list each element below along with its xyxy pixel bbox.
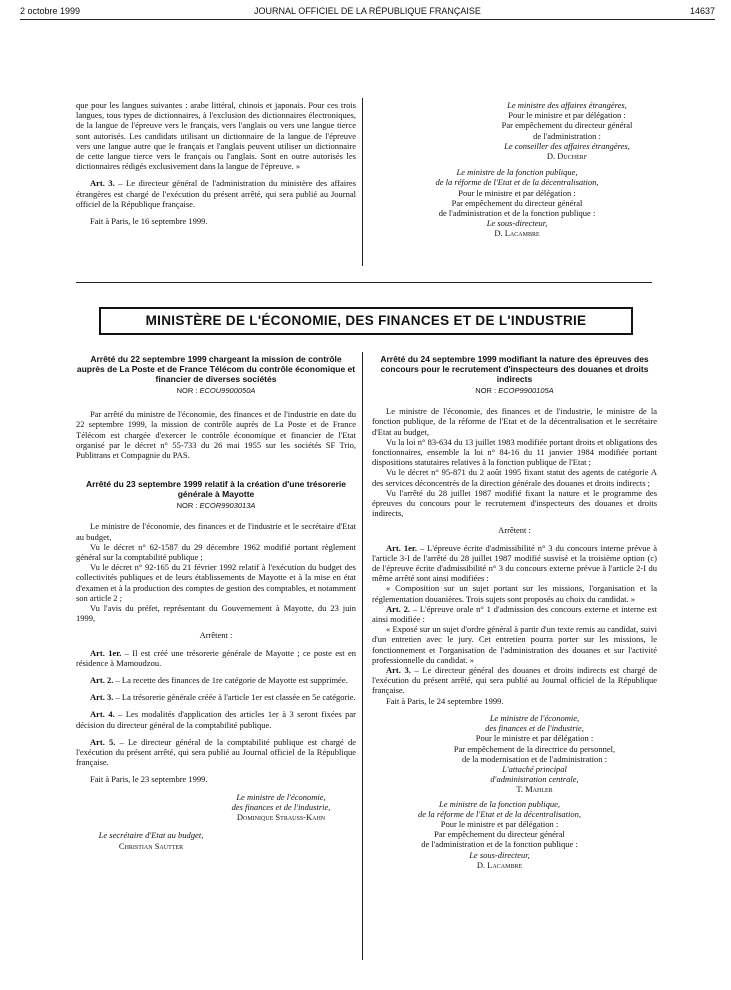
article: Art. 3. – La trésorerie générale créée à l'article 1er est classée en 5e catégorie.	[90, 692, 356, 703]
left-column	[76, 354, 356, 851]
signature-line: L'attaché principal	[502, 763, 567, 774]
signature-line: Le secrétaire d'Etat au budget,	[98, 830, 204, 841]
signature-line: Le ministre de la fonction publique,	[456, 167, 578, 178]
nor-reference: NOR : ECOU9900050A	[176, 386, 256, 395]
arretent: Arrêtent :	[199, 630, 233, 641]
paragraph: Vu le décret n° 95-871 du 2 août 1995 fixant statut des agents de catégorie A des services déconcentrés de la direction générale des douanes et droits indirects ;	[372, 467, 657, 488]
top-left-column	[76, 100, 356, 226]
paragraph: Vu le décret n° 62-1587 du 29 décembre 1962 modifié portant règlement général sur la comptabilité publique ;	[76, 541, 356, 563]
signature-block	[412, 713, 657, 795]
column-divider-main	[362, 352, 363, 960]
quoted-text: « Composition sur un sujet portant sur les missions, l'organisation et la réglementation douanières. Trois sujets sont proposés au choix du candidat. »	[372, 583, 657, 604]
signature-line: Pour le ministre et par délégation :	[440, 818, 559, 829]
decree-title: Arrêté du 23 septembre 1999 relatif à la création d'une trésorerie générale à Mayotte	[86, 479, 346, 500]
nor-reference: NOR : ECOP9900105A	[475, 386, 554, 395]
fait-a-paris: Fait à Paris, le 23 septembre 1999.	[90, 774, 208, 785]
signature-line: de la modernisation et de l'administration :	[461, 753, 608, 764]
signatory-name: D. Lacambre	[476, 859, 523, 870]
paragraph: Vu l'arrêté du 28 juillet 1987 modifié fixant la nature et le programme des épreuves du concours pour le recrutement d'inspecteurs des douanes et droits indirects,	[372, 487, 657, 519]
signature-line: Par empêchement de la directrice du personnel,	[453, 743, 616, 754]
article: Art. 1er. – L'épreuve écrite d'admissibilité n° 3 du concours interne prévue à l'article 3-I de l'arrêté du 28 juillet 1987 modifié susvisé et la troisième option (c) de l'épreuve écrite d'admissibilité n° 3 du concours externe prévue à l'article 2-I du même arrêté sont ainsi modifiées :	[372, 542, 657, 584]
signature-line: de la réforme de l'Etat et de la décentralisation,	[435, 177, 599, 188]
right-column	[372, 354, 657, 870]
paragraph: Par arrêté du ministre de l'économie, des finances et de l'industrie en date du 22 septembre 1999, la mission de contrôle auprès de La Poste et de France Télécom est chargée d'exercer le contrôle économique et financier de l'Etat organisé par le décret n° 55-733 du 26 mai 1955 sur les sociétés SF Trio, Publitrans et Compagnie du PAS.	[76, 409, 356, 461]
signatory-name: T. Mahler	[516, 784, 553, 795]
signature-block	[372, 167, 662, 238]
signature-line: Pour le ministre et par délégation :	[508, 110, 626, 121]
signature-line: Le ministre des affaires étrangères,	[507, 100, 627, 110]
paragraph: Vu l'avis du préfet, représentant du Gouvernement à Mayotte, du 23 juin 1999,	[76, 603, 356, 624]
article: Art. 3. – Le directeur général des douanes et droits indirects est chargé de l'exécution du présent arrêté, qui sera publié au Journal officiel de la République française.	[372, 665, 657, 696]
signature-line: de l'administration :	[533, 130, 601, 141]
signature-line: Pour le ministre et par délégation :	[475, 733, 594, 744]
article: Art. 2. – La recette des finances de 1re catégorie de Mayotte est supprimée.	[90, 675, 348, 686]
arretent: Arrêtent :	[498, 525, 531, 536]
top-right-column	[372, 100, 702, 239]
section-rule	[76, 282, 652, 283]
signatory-name: Christian Sautter	[118, 840, 184, 851]
nor-reference: NOR : ECOR9903013A	[176, 501, 256, 511]
signature-line: d'administration centrale,	[490, 774, 579, 785]
paragraph: Le ministre de l'économie, des finances et de l'industrie, le ministre de la fonction publique, de la réforme de l'Etat et de la décentralisation et le secrétaire d'Etat au budget,	[372, 406, 657, 437]
column-divider-top	[362, 98, 363, 266]
decree-title: Arrêté du 24 septembre 1999 modifiant la nature des épreuves des concours pour le recrutement d'inspecteurs des douanes et droits indirects	[380, 354, 649, 384]
signature-line: Le conseiller des affaires étrangères,	[504, 140, 630, 151]
article: Art. 4. – Les modalités d'application des articles 1er à 3 seront fixées par décision du directeur général de la comptabilité publique.	[76, 709, 356, 730]
article: Art. 5. – Le directeur général de la comptabilité publique est chargé de l'exécution du présent arrêté, qui sera publié au Journal officiel de la République française.	[76, 736, 356, 768]
signature-line: Le ministre de l'économie,	[236, 791, 326, 802]
signature-line: Le sous-directeur,	[486, 218, 548, 229]
signature-line: Par empêchement du directeur général	[434, 829, 565, 840]
paragraph: Vu la loi n° 83-634 du 13 juillet 1983 modifiée portant droits et obligations des fonctionnaires, ensemble la loi n° 84-16 du 11 janvier 1984 modifiée portant dispositions statutaires relatives à la fonction publique de l'Etat ;	[372, 436, 657, 468]
header-date: 2 octobre 1999	[20, 6, 81, 16]
signature-block	[372, 799, 627, 870]
paragraph: que pour les langues suivantes : arabe littéral, chinois et japonais. Pour ces trois langues, tous types de dictionnaires, à l'exclusion des dictionnaires électroniques, de la langue de l'épreuve vers le français, vers l'anglais ou vers une langue tierce sont autorisés. Les candidats utilisant un dictionnaire de la langue de l'épreuve vers une langue autre que le français et l'anglais peuvent utiliser un dictionnaire de cette langue tierce vers le français ou l'anglais. Sont en outre autorisés les dictionnaires rédigés exclusivement dans la langue de l'épreuve. »	[76, 100, 356, 172]
paragraph: Le ministre de l'économie, des finances et de l'industrie et le secrétaire d'Etat au budget,	[76, 521, 356, 542]
signature-line: de l'administration et de la fonction publique :	[421, 839, 578, 850]
article: Art. 1er. – Il est créé une trésorerie générale de Mayotte ; ce poste est en résidence à Mamoudzou.	[76, 647, 356, 668]
signature-line: des finances et de l'industrie,	[231, 801, 331, 812]
signatory-name: D. Ducherf	[546, 151, 588, 162]
quoted-text: « Exposé sur un sujet d'ordre général à partir d'un texte remis au candidat, suivi d'un entretien avec le jury. Cet entretien pourra porter sur les missions, le fonctionnement et l'organisation de l'administration des douanes et sur l'activité professionnelle du candidat. »	[372, 624, 657, 665]
signature-line: des finances et de l'industrie,	[485, 723, 584, 734]
signature-block	[76, 830, 226, 850]
signature-line: de l'administration et de la fonction publique :	[438, 208, 596, 219]
fait-a-paris: Fait à Paris, le 16 septembre 1999.	[90, 216, 208, 227]
article: Art. 2. – L'épreuve orale n° 1 d'admission des concours externe et interne est ainsi modifiée :	[372, 603, 657, 625]
signature-line: Le ministre de l'économie,	[489, 712, 580, 723]
signature-block	[206, 792, 356, 823]
signature-block	[432, 100, 702, 161]
signature-line: Pour le ministre et par délégation :	[458, 187, 576, 198]
signature-line: Par empêchement du directeur général	[451, 197, 583, 208]
signature-line: Par empêchement du directeur général	[501, 120, 633, 131]
signatory-name: D. Lacambre	[494, 228, 540, 239]
signature-line: de la réforme de l'Etat et de la décentralisation,	[417, 808, 582, 819]
header-rule	[20, 19, 715, 20]
article: Art. 3. – Le directeur général de l'administration du ministère des affaires étrangères est chargé de l'exécution du présent arrêté, qui sera publié au Journal officiel de la République française.	[76, 178, 356, 209]
ministry-banner: MINISTÈRE DE L'ÉCONOMIE, DES FINANCES ET DE L'INDUSTRIE	[99, 307, 633, 335]
paragraph: Vu le décret n° 92-165 du 21 février 1992 relatif à l'exécution du budget des collectivités publiques et de leurs établissements de Mayotte et à la mise en état d'examen et à la production des comptes de gestion des comptables, et notamment son article 2 ;	[76, 562, 356, 603]
signature-line: Le ministre de la fonction publique,	[438, 798, 561, 809]
header-page-number: 14637	[689, 6, 715, 16]
fait-a-paris: Fait à Paris, le 24 septembre 1999.	[386, 695, 504, 706]
signatory-name: Dominique Strauss-Kahn	[236, 812, 326, 823]
decree-title: Arrêté du 22 septembre 1999 chargeant la mission de contrôle auprès de La Poste et de France Télécom du contrôle économique et financier de diverses sociétés	[76, 354, 356, 384]
signature-line: Le sous-directeur,	[469, 849, 530, 860]
header-journal-title: JOURNAL OFFICIEL DE LA RÉPUBLIQUE FRANÇAISE	[254, 6, 481, 16]
